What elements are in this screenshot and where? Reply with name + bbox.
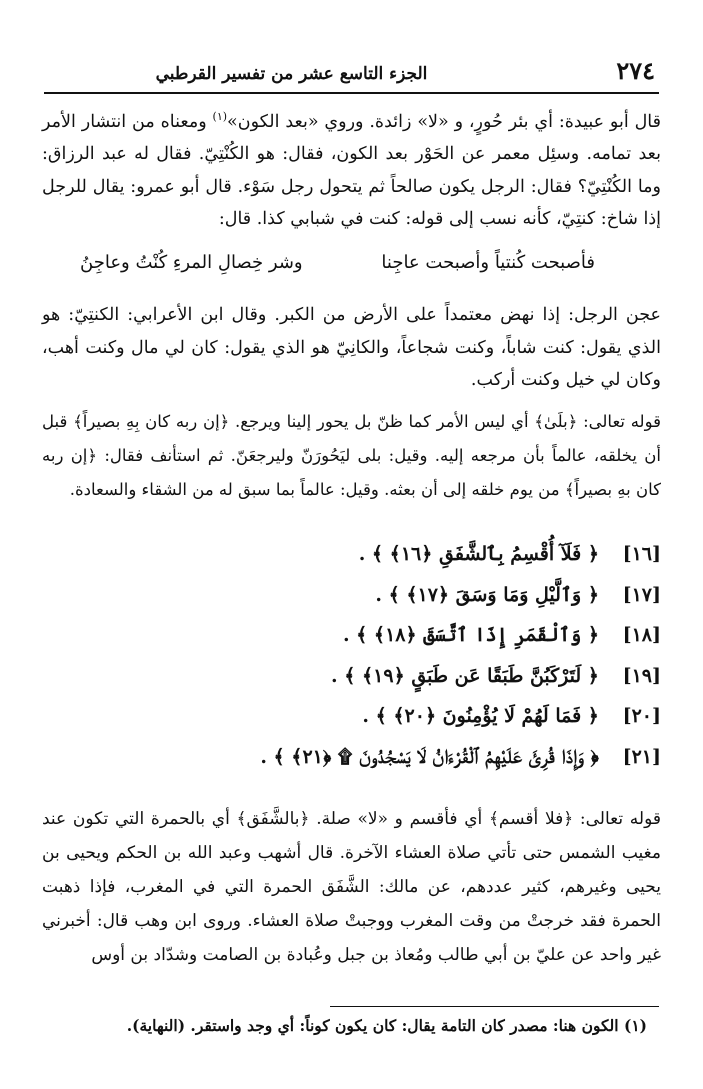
verse-text: ﴿ وَٱلَّيْلِ وَمَا وَسَقَ ﴿١٧﴾ ﴾ . <box>375 583 599 606</box>
poem-verse <box>60 252 643 286</box>
paragraph-3 <box>42 405 661 507</box>
paragraph-1-line1-end: ومعناه من <box>132 111 213 132</box>
verse-text: ﴿ وَٱلْقَمَرِ إِذَا ٱتَّسَقَ ﴿١٨﴾ ﴾ . <box>342 624 599 646</box>
verse-number: [٢٠] <box>622 705 661 727</box>
verse-number: [١٩] <box>622 664 661 687</box>
paragraph-3-text: قوله تعالى: ﴿بلَىٰ﴾ أي ليس الأمر كما ظنّ بل يحور إلينا ويرجع. ﴿إن ربه كان بِهِ بصيراً﴾ قبل أن يخلقه، عالماً بأن مرجعه إليه. وقيل: بلى ليَحُورَنّ وليرجعَنّ. ثم استأنف فقال: ﴿إن ربه كان بهِ بصيراً﴾ من يوم خلقه إلى أن بعثه. وقيل: عالماً بما سبق له من الشقاء والسعادة. <box>42 412 661 499</box>
header-rule <box>44 92 659 94</box>
page-number: ٢٧٤ <box>616 56 655 85</box>
verse-number: [٢١] <box>622 745 661 768</box>
paragraph-1-rest: انتشار الأمر بعد تمامه. وسئِل معمر عن الحَوْر بعد الكون، فقال: هو الكُنْتِيّ. فقال له عبد الرزاق: وما الكُنْتِيّ؟ فقال: الرجل يكون صالحاً ثم يتحول رجل سَوْء. قال أبو عمرو: يقال للرجل إذا شاخ: كنتِيّ، كأنه نسب إلى قوله: كنت في شبابي كذا. قال: <box>42 111 661 230</box>
paragraph-4-text: قوله تعالى: ﴿فلا أقسم﴾ أي فأقسم و «لا» صلة. ﴿بالشَّفَق﴾ أي بالحمرة التي تكون عند مغيب الشمس حتى تأتي صلاة العشاء الآخرة. قال أشهب وعبد الله بن الحكم ويحيى بن يحيى وغيرهم، كثير عددهم، عن مالك: الشَّفَق الحمرة التي في المغرب، فإذا ذهبت الحمرة فقد خرجتْ من وقت المغرب ووجبتْ صلاة العشاء. وروى ابن وهب قال: أخبرني غير واحد عن عليّ بن أبي طالب ومُعاذ بن جبل وعُبادة بن الصامت وشدّاد بن أوس <box>42 809 661 965</box>
verse-row <box>42 737 661 778</box>
verse-row <box>42 656 661 697</box>
footnote: (١) الكون هنا: مصدر كان التامة يقال: كان يكون كوناً: أي وجد واستقر. (النهاية). <box>126 1016 647 1035</box>
page-header <box>40 56 663 88</box>
footnote-marker: (١) <box>212 110 228 123</box>
verse-row <box>42 696 661 737</box>
paragraph-2-text: عجن الرجل: إذا نهض معتمداً على الأرض من الكبر. وقال ابن الأعرابي: الكنتِيّ: هو الذي يقول: كنت شاباً، وكنت شجاعاً، والكانِيّ هو الذي يقول: كان لي مال وكنت أهب، وكان لي خيل وكنت أركب. <box>42 305 661 390</box>
verse-number: [١٦] <box>622 543 661 565</box>
verse-text: ﴿ فَلَآ أُقْسِمُ بِٱلشَّفَقِ ﴿١٦﴾ ﴾ . <box>358 543 599 565</box>
paragraph-4 <box>42 802 661 972</box>
running-title: الجزء التاسع عشر من تفسير القرطبي <box>155 64 428 84</box>
verse-number: [١٨] <box>622 624 661 646</box>
verse-row <box>42 534 661 575</box>
verse-row <box>42 615 661 656</box>
poem-first-hemistich: فأصبحت كُنتياً وأصبحت عاجِنا <box>381 252 595 273</box>
verse-number: [١٧] <box>622 583 661 606</box>
verse-row <box>42 575 661 616</box>
verse-text: ﴿ لَتَرْكَبُنَّ طَبَقًا عَن طَبَقٍ ﴿١٩﴾ ﴾ . <box>331 664 599 687</box>
footnote-rule <box>330 1006 659 1007</box>
paragraph-1 <box>42 101 661 236</box>
quran-verses <box>42 534 661 777</box>
verse-text: ﴿ فَمَا لَهُمْ لَا يُؤْمِنُونَ ﴿٢٠﴾ ﴾ . <box>362 705 599 727</box>
verse-text: ﴿ وَإِذَا قُرِئَ عَلَيْهِمُ ٱلْقُرْءَانُ لَا يَسْجُدُونَ ۩ ﴿٢١﴾ ﴾ . <box>260 745 599 768</box>
poem-second-hemistich: وشر خِصالِ المرءِ كُنْتُ وعاجِنُ <box>80 252 303 273</box>
paragraph-1-start: قال أبو عبيدة: أي بئر حُورٍ، و «لا» زائدة. وروي «بعد الكون» <box>227 111 661 132</box>
paragraph-2 <box>42 299 661 397</box>
